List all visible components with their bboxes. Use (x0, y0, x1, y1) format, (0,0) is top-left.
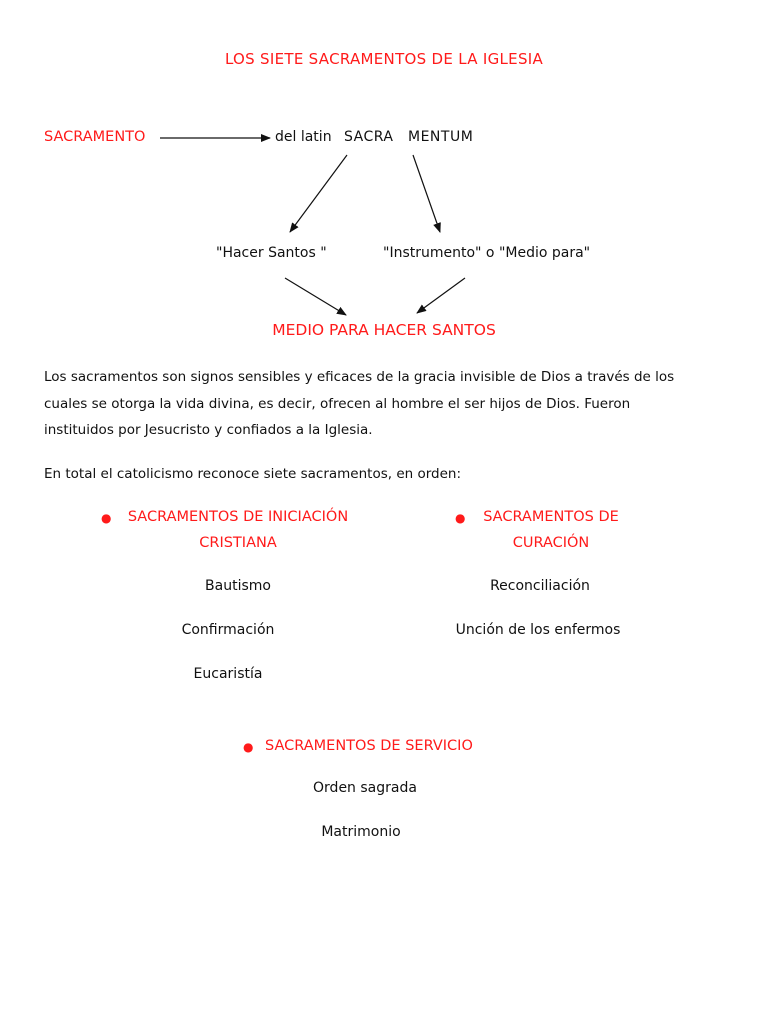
origin-prefix: del latin (275, 129, 332, 145)
arrow-hacer-to-result (285, 278, 346, 315)
bullet-icon: ● (101, 511, 112, 525)
list-item: Matrimonio (321, 824, 401, 840)
category-title-line: SACRAMENTOS DE (483, 509, 619, 525)
category-title-line: SACRAMENTOS DE INICIACIÓN (127, 509, 349, 525)
category-servicio-title: SACRAMENTOS DE SERVICIO (265, 738, 473, 754)
meaning-instrumento: "Instrumento" o "Medio para" (383, 245, 591, 261)
origin-sacra: SACRA (344, 129, 394, 145)
page-title: LOS SIETE SACRAMENTOS DE LA IGLESIA (224, 50, 544, 68)
bullet-icon: ● (243, 740, 254, 754)
list-item: Confirmación (181, 622, 275, 638)
bullet-icon: ● (455, 511, 466, 525)
category-curacion-title (456, 504, 646, 556)
origin-mentum: MENTUM (408, 129, 474, 145)
result-medio-para-hacer-santos: MEDIO PARA HACER SANTOS (272, 321, 496, 339)
intro-paragraph: En total el catolicismo reconoce siete sacramentos, en orden: (44, 466, 462, 482)
category-iniciacion-title (118, 504, 358, 556)
category-title-line: CURACIÓN (512, 535, 590, 551)
definition-paragraph: Los sacramentos son signos sensibles y eficaces de la gracia invisible de Dios a través de los cuales se otorga la vida divina, es decir, ofrecen al hombre el ser hijos de Dios. Fueron instituidos por Jesucristo y confiados a la Iglesia. (44, 369, 675, 438)
list-item: Orden sagrada (313, 780, 417, 796)
list-item: Bautismo (205, 578, 271, 594)
list-item: Reconciliación (490, 578, 590, 594)
list-item: Unción de los enfermos (455, 622, 621, 638)
list-item: Eucaristía (193, 666, 263, 682)
arrow-instrumento-to-result (417, 278, 465, 313)
category-title-line: CRISTIANA (199, 535, 277, 551)
arrow-sacra-to-hacer (290, 155, 347, 232)
term-sacramento: SACRAMENTO (44, 129, 146, 145)
meaning-hacer-santos: "Hacer Santos " (216, 245, 327, 261)
arrow-mentum-to-instrumento (413, 155, 440, 232)
